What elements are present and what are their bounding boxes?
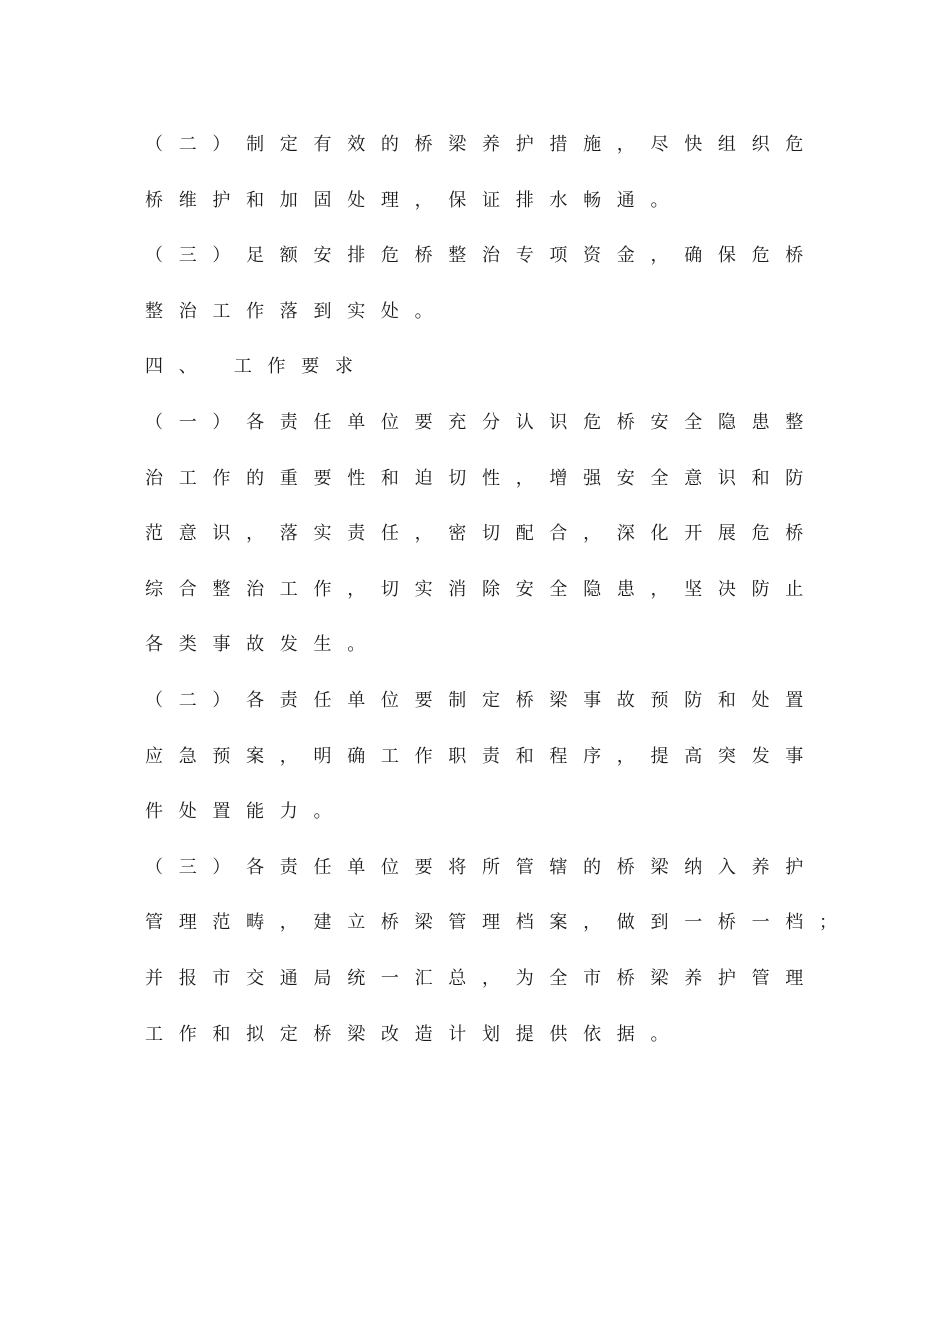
paragraph-line: 件处置能力。 [145, 801, 348, 822]
paragraph-line: 范意识，落实责任，密切配合，深化开展危桥 [145, 523, 819, 544]
paragraph-line: 工作和拟定桥梁改造计划提供依据。 [145, 1024, 685, 1045]
paragraph-line: （二）各责任单位要制定桥梁事故预防和处置 [145, 690, 819, 711]
paragraph-line: 管理范畴，建立桥梁管理档案，做到一桥一档； [145, 912, 853, 933]
paragraph-line: 并报市交通局统一汇总，为全市桥梁养护管理 [145, 968, 819, 989]
paragraph-line: 应急预案，明确工作职责和程序，提高突发事 [145, 746, 819, 767]
paragraph-line: （一）各责任单位要充分认识危桥安全隐患整 [145, 412, 819, 433]
paragraph-line: 治工作的重要性和迫切性，增强安全意识和防 [145, 468, 819, 489]
paragraph-line: （三）各责任单位要将所管辖的桥梁纳入养护 [145, 857, 819, 878]
paragraph-line: （二）制定有效的桥梁养护措施，尽快组织危 [145, 134, 819, 155]
paragraph-line: 各类事故发生。 [145, 634, 381, 655]
paragraph-line: 整治工作落到实处。 [145, 301, 449, 322]
section-heading: 四、 工作要求 [145, 356, 369, 377]
paragraph-line: 综合整治工作，切实消除安全隐患，坚决防止 [145, 579, 819, 600]
paragraph-line: （三）足额安排危桥整治专项资金，确保危桥 [145, 245, 819, 266]
paragraph-line: 桥维护和加固处理，保证排水畅通。 [145, 190, 685, 211]
